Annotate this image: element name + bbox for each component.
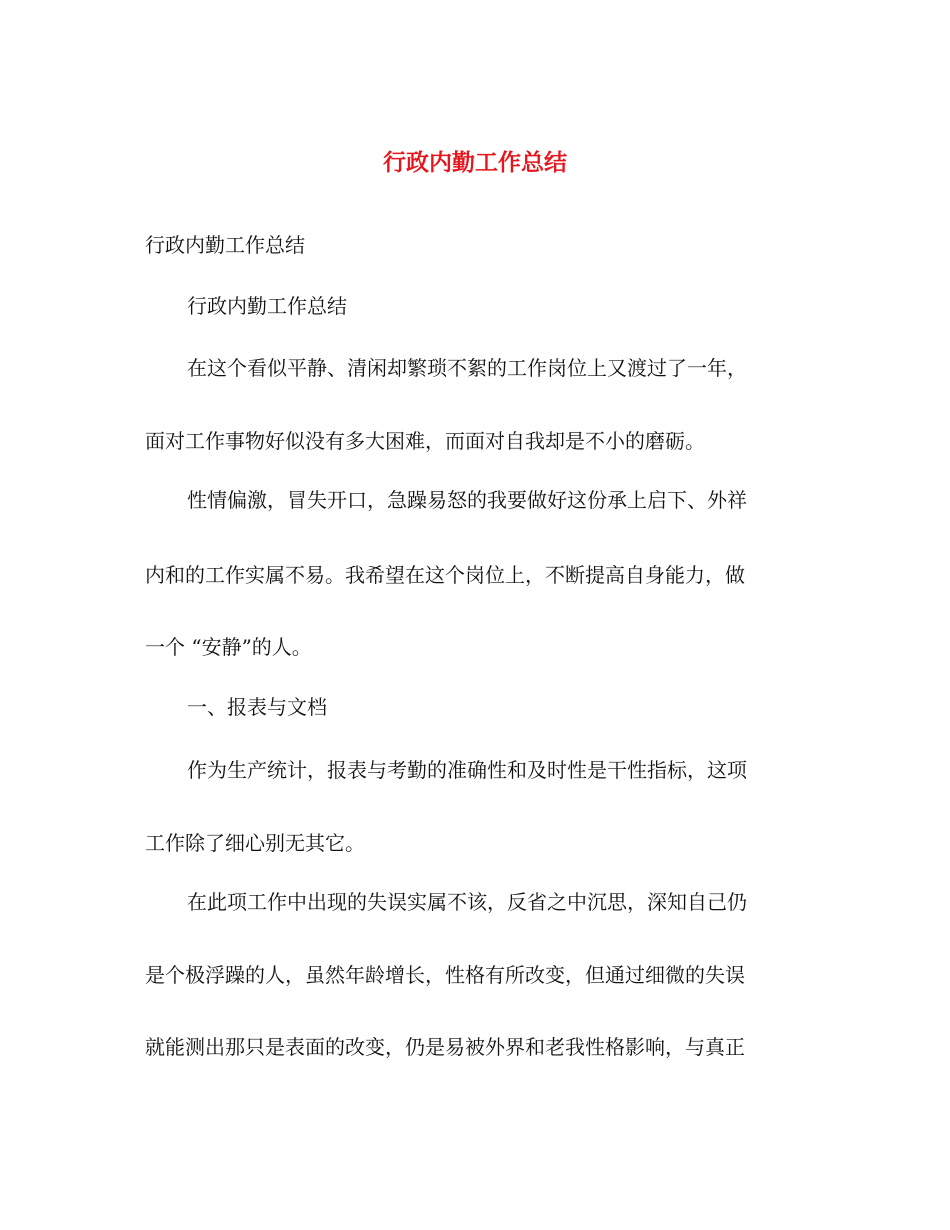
heading-line: 行政内勤工作总结 — [145, 233, 305, 257]
paragraph-line: 作为生产统计，报表与考勤的准确性和及时性是干性指标，这项 — [187, 758, 747, 782]
subheading-line: 行政内勤工作总结 — [187, 294, 347, 318]
paragraph-line: 在这个看似平静、清闲却繁琐不絮的工作岗位上又渡过了一年， — [187, 356, 747, 380]
paragraph-line: 内和的工作实属不易。我希望在这个岗位上，不断提高自身能力，做 — [145, 563, 745, 587]
paragraph-line: 性情偏激，冒失开口，急躁易怒的我要做好这份承上启下、外祥 — [187, 488, 747, 512]
paragraph-line: 面对工作事物好似没有多大困难，而面对自我却是不小的磨砺。 — [145, 429, 705, 453]
paragraph-line: 一个 “安静”的人。 — [145, 635, 312, 659]
section-heading: 一、报表与文档 — [187, 695, 327, 719]
document-title: 行政内勤工作总结 — [383, 150, 567, 176]
paragraph-line: 是个极浮躁的人，虽然年龄增长，性格有所改变，但通过细微的失误 — [145, 963, 745, 987]
paragraph-line: 在此项工作中出现的失误实属不该，反省之中沉思，深知自己仍 — [187, 890, 747, 914]
paragraph-line: 就能测出那只是表面的改变，仍是易被外界和老我性格影响，与真正 — [145, 1035, 745, 1059]
paragraph-line: 工作除了细心别无其它。 — [145, 831, 365, 855]
